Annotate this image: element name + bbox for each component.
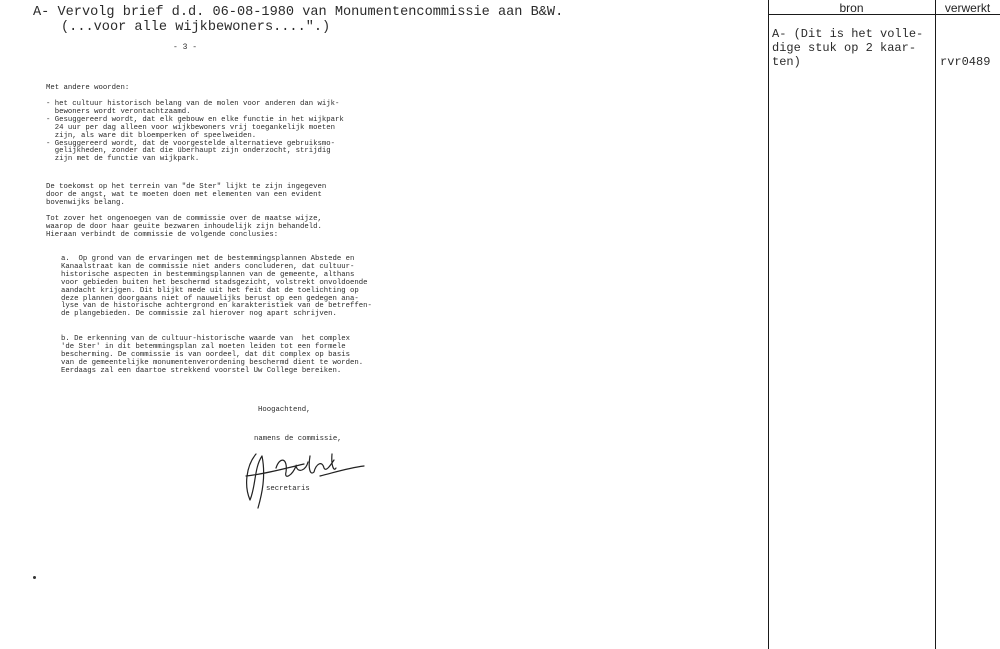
bron-note: A- (Dit is het volle- dige stuk op 2 kaar- ten) xyxy=(772,27,924,69)
signature-role: secretaris xyxy=(266,485,310,493)
column-divider-left xyxy=(768,0,769,649)
handwritten-signature xyxy=(236,446,366,514)
signature-namens: namens de commissie, xyxy=(254,435,342,443)
paragraph-ongenoegen: Tot zover het ongenoegen van de commissie over de maatse wijze, waarop de door haar geuite bezwaren inhoudelijk zijn behandeld. Hieraan verbindt de commissie de volgende conclusies: xyxy=(46,215,322,239)
letter-title: A- Vervolg brief d.d. 06-08-1980 van Monumentencommissie aan B&W. xyxy=(33,5,564,20)
bullet-list: - het cultuur historisch belang van de molen voor anderen dan wijk- bewoners wordt verontachtzaamd. - Gesuggereerd wordt, dat elk gebouw en elke functie in het wijkpark 24 uur per dag alleen voor wijkbewoners vrij toegankelijk moeten zijn, als ware dit bloemperken of speelweiden. - Gesuggereerd wordt, dat de voorgestelde alternatieve gebruiksmo- gelijkheden, zonder dat die überhaupt zijn onderzocht, strijdig zijn met de functie van wijkpark. xyxy=(46,100,344,164)
stray-mark xyxy=(33,576,36,579)
letter-subtitle: (...voor alle wijkbewoners....".) xyxy=(61,20,331,35)
paragraph-toekomst: De toekomst op het terrein van "de Ster" lijkt te zijn ingegeven door de angst, wat te moeten doen met elementen van een evident bovenwijks belang. xyxy=(46,183,327,207)
column-divider-right xyxy=(935,0,936,649)
conclusion-b: b. De erkenning van de cultuur-historische waarde van het complex 'de Ster' in dit betemmingsplan zal moeten leiden tot een formele bescherming. De commissie is van oordeel, dat dit complex op basis van de gemeentelijke monumentenverordening beschermd dient te worden. Eerdaags zal een daartoe strekkend voorstel Uw College bereiken. xyxy=(61,335,364,375)
paragraph-intro: Met andere woorden: xyxy=(46,84,130,92)
page-number: - 3 - xyxy=(173,43,198,52)
closing-greeting: Hoogachtend, xyxy=(258,406,311,414)
verwerkt-header: verwerkt xyxy=(944,1,991,15)
bron-header: bron xyxy=(839,1,864,15)
conclusion-a: a. Op grond van de ervaringen met de bestemmingsplannen Abstede en Kanaalstraat kan de commissie niet anders concluderen, dat cultuur- historische aspecten in bestemmingsplannen van de gemeente, althans voor gebieden buiten het beschermd stadsgezicht, volstrekt onvoldoende aandacht krijgen. Dit blijkt mede uit het feit dat de toelichting op deze plannen doorgaans niet of nauwelijks berust op een gedegen ana- lyse van de historische achtergrond en karakteristiek van de betreffen- de plangebieden. De commissie zal hierover nog apart schrijven. xyxy=(61,255,372,319)
verwerkt-code: rvr0489 xyxy=(940,55,991,69)
